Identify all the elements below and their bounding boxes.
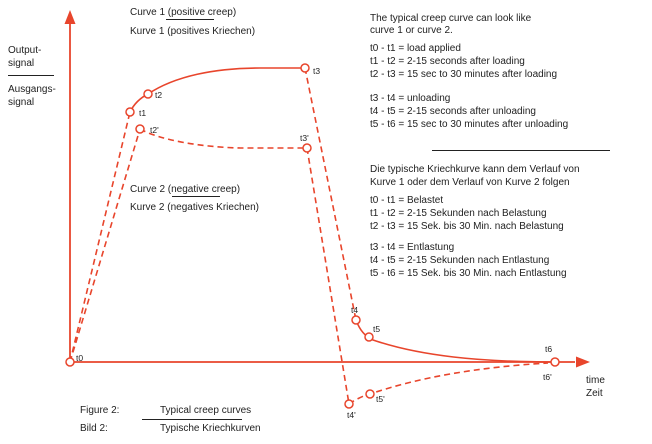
label-t3p: t3' (300, 133, 309, 143)
caption-fig-title-de: Typische Kriechkurven (160, 423, 261, 434)
note-divider (432, 150, 610, 151)
y-label-de-1: Ausgangs- (8, 84, 56, 95)
note-de-line-4: t3 - t4 = Entlastung (370, 242, 455, 253)
label-t2: t2 (155, 90, 163, 100)
point-t6 (551, 358, 559, 366)
note-en-line-6: t5 - t6 = 15 sec to 30 minutes after unloading (370, 119, 569, 130)
label-t4p: t4' (347, 410, 356, 420)
point-t5p (366, 390, 374, 398)
label-t3: t3 (313, 66, 321, 76)
curve2-unloading (307, 148, 349, 404)
curve-loading-2 (70, 129, 140, 362)
label-t6p: t6' (543, 372, 552, 382)
note-de-line-2: t1 - t2 = 2-15 Sekunden nach Belastung (370, 208, 547, 219)
point-t4p (345, 400, 353, 408)
label-t5p: t5' (376, 394, 385, 404)
x-label-de: Zeit (586, 388, 603, 399)
point-t5 (365, 333, 373, 341)
caption-divider (142, 419, 242, 420)
label-t6: t6 (545, 344, 553, 354)
caption-fig-label-de: Bild 2: (80, 423, 108, 434)
note-en-line-5: t4 - t5 = 2-15 seconds after unloading (370, 106, 536, 117)
note-de-line-5: t4 - t5 = 2-15 Sekunden nach Entlastung (370, 255, 550, 266)
point-t2 (144, 90, 152, 98)
point-t3 (301, 64, 309, 72)
point-t4 (352, 316, 360, 324)
caption-fig-title-en: Typical creep curves (160, 405, 252, 416)
note-en-intro-2: curve 1 or curve 2. (370, 25, 453, 36)
caption-fig-label-en: Figure 2: (80, 405, 120, 416)
y-label-en-1: Output- (8, 45, 42, 56)
curve1-recovery (356, 320, 555, 362)
label-t5: t5 (373, 324, 381, 334)
note-en-line-2: t1 - t2 = 2-15 seconds after loading (370, 56, 525, 67)
note-en-line-1: t0 - t1 = load applied (370, 43, 461, 54)
point-t1 (126, 108, 134, 116)
curve1-label-de: Kurve 1 (positives Kriechen) (130, 26, 256, 37)
note-de-line-6: t5 - t6 = 15 Sek. bis 30 Min. nach Entlastung (370, 268, 567, 279)
note-de-line-3: t2 - t3 = 15 Sek. bis 30 Min. nach Belastung (370, 221, 564, 232)
point-t2p (136, 125, 144, 133)
x-label-en: time (586, 375, 605, 386)
label-t0: t0 (76, 353, 84, 363)
label-t1: t1 (139, 108, 147, 118)
point-t0 (66, 358, 74, 366)
note-en-intro-1: The typical creep curve can look like (370, 13, 532, 24)
y-label-en-2: signal (8, 58, 35, 69)
curve2-label-de: Kurve 2 (negatives Kriechen) (130, 202, 259, 213)
x-axis-arrow (576, 357, 590, 368)
note-de-intro-1: Die typische Kriechkurve kann dem Verlauf von (370, 164, 580, 175)
curve1-unloading (305, 68, 359, 320)
note-de-intro-2: Kurve 1 oder dem Verlauf von Kurve 2 folgen (370, 177, 570, 188)
y-axis-arrow (65, 10, 76, 24)
note-de-line-1: t0 - t1 = Belastet (370, 195, 444, 206)
curve1-label-divider (166, 19, 214, 20)
y-label-de-2: signal (8, 97, 35, 108)
curve2-label-en: Curve 2 (negative creep) (130, 184, 241, 195)
curve1-label-en: Curve 1 (positive creep) (130, 7, 237, 18)
note-en-line-3: t2 - t3 = 15 sec to 30 minutes after loading (370, 69, 558, 80)
curve2-label-divider (172, 196, 220, 197)
note-en-line-4: t3 - t4 = unloading (370, 93, 451, 104)
curve-loading-1 (70, 112, 130, 362)
label-t2p: t2' (150, 125, 159, 135)
label-t4: t4 (351, 305, 359, 315)
point-t3p (303, 144, 311, 152)
curve2-creep (140, 129, 307, 148)
y-label-divider (8, 75, 54, 76)
